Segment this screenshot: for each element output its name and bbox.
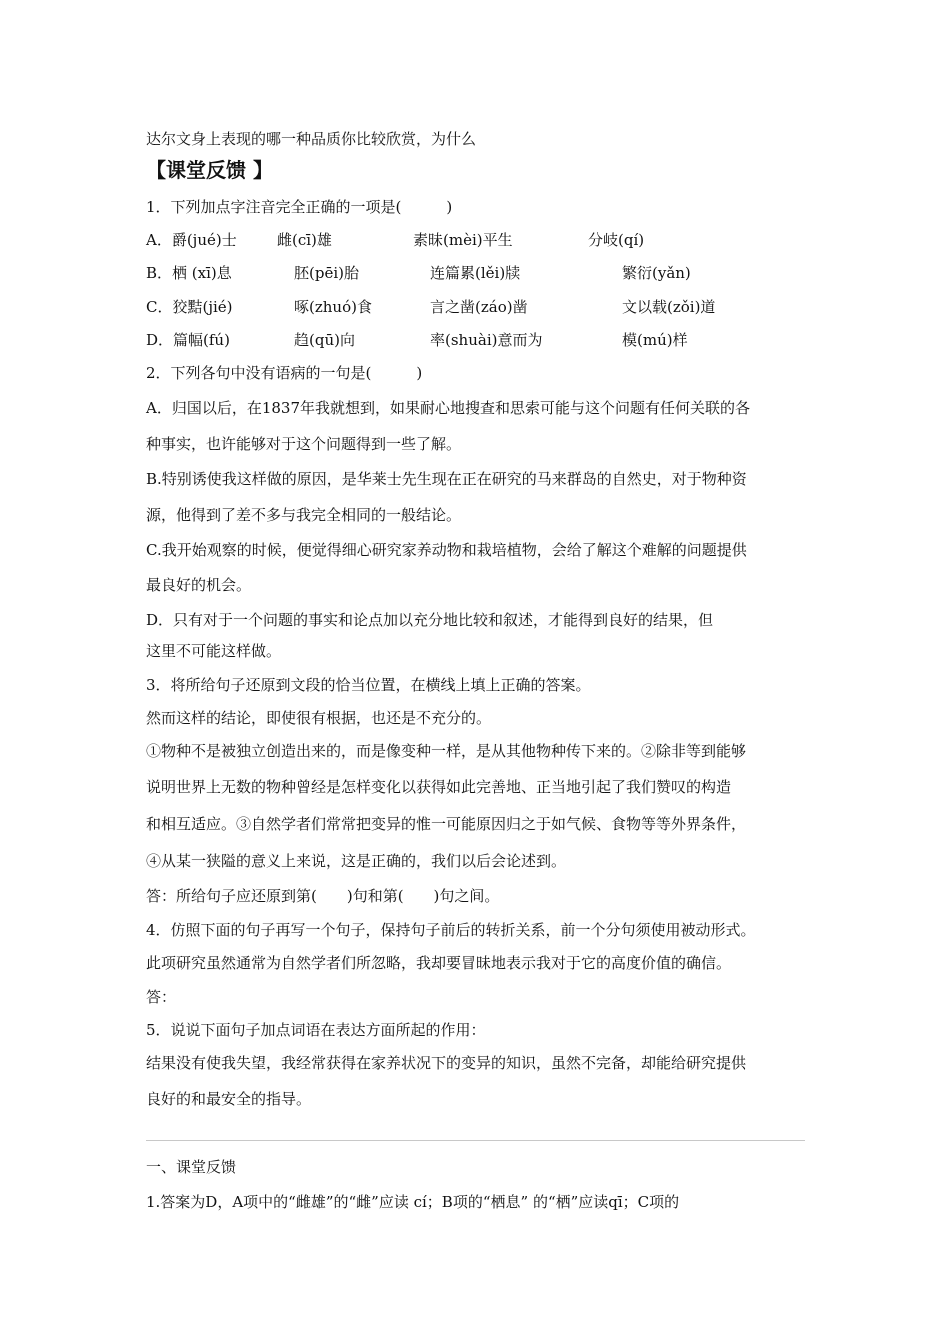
answers-line1: 1.答案为D，A项中的“雌雄”的“雌”应读 cí；B项的“栖息” 的“栖”应读qī；C项的 xyxy=(146,1193,680,1211)
q1-option-a-2: 雌(cī)雄 xyxy=(277,231,332,249)
answers-title: 一、课堂反馈 xyxy=(146,1158,237,1176)
q1-option-a-4: 分岐(qí) xyxy=(588,231,645,249)
q5-stem: 5．说说下面句子加点词语在表达方面所起的作用： xyxy=(146,1021,486,1039)
q4-stem: 4．仿照下面的句子再写一个句子，保持句子前后的转折关系，前一个分句须使用被动形式。 xyxy=(146,921,756,939)
q3-given-sentence: 然而这样的结论，即使很有根据，也还是不充分的。 xyxy=(146,709,492,727)
section-divider xyxy=(146,1140,805,1141)
q2-option-c-line2: 最良好的机会。 xyxy=(146,576,252,594)
q1-option-c-4: 文以载(zǒi)道 xyxy=(622,298,716,316)
q4-example-sentence: 此项研究虽然通常为自然学者们所忽略，我却要冒昧地表示我对于它的高度价值的确信。 xyxy=(146,954,732,972)
q2-option-a-line1: A．归国以后，在1837年我就想到，如果耐心地搜查和思索可能与这个问题有任何关联的各 xyxy=(146,399,751,417)
q1-option-d-4: 模(mú)样 xyxy=(622,331,688,349)
q2-option-c-line1: C.我开始观察的时候，便觉得细心研究家养动物和栽培植物，会给了解这个难解的问题提供 xyxy=(146,541,747,559)
q1-option-b-1: B．栖 (xī)息 xyxy=(146,264,232,282)
q3-passage-line3: 和相互适应。③自然学者们常常把变异的惟一可能原因归之于如气候、食物等等外界条件， xyxy=(146,815,747,833)
q3-stem: 3．将所给句子还原到文段的恰当位置，在横线上填上正确的答案。 xyxy=(146,676,591,694)
q4-answer-label: 答： xyxy=(146,988,177,1006)
q2-option-b-line2: 源，他得到了差不多与我完全相同的一般结论。 xyxy=(146,506,462,524)
q1-option-c-2: 啄(zhuó)食 xyxy=(294,298,372,316)
q1-option-d-1: D．篇幅(fú) xyxy=(146,331,230,349)
q5-sentence-line2: 良好的和最安全的指导。 xyxy=(146,1090,312,1108)
q1-option-c-1: C．狡黠(jié) xyxy=(146,298,233,316)
q1-stem: 1．下列加点字注音完全正确的一项是( ) xyxy=(146,198,453,216)
intro-question: 达尔文身上表现的哪一种品质你比较欣赏，为什么 xyxy=(146,130,477,148)
q3-passage-line4: ④从某一狭隘的意义上来说，这是正确的，我们以后会论述到。 xyxy=(146,852,567,870)
q1-option-d-3: 率(shuài)意而为 xyxy=(430,331,543,349)
q2-option-b-line1: B.特别诱使我这样做的原因，是华莱士先生现在正在研究的马来群岛的自然史，对于物种资 xyxy=(146,470,747,488)
q2-option-d-line2: 这里不可能这样做。 xyxy=(146,642,282,660)
q5-sentence-line1: 结果没有使我失望，我经常获得在家养状况下的变异的知识，虽然不完备，却能给研究提供 xyxy=(146,1054,747,1072)
q2-option-d-line1: D．只有对于一个问题的事实和论点加以充分地比较和叙述，才能得到良好的结果，但 xyxy=(146,611,714,629)
q1-option-d-2: 趋(qū)向 xyxy=(294,331,355,349)
q1-option-b-4: 繁衍(yǎn) xyxy=(622,264,691,282)
q3-answer-line: 答：所给句子应还原到第( )句和第( )句之间。 xyxy=(146,887,500,905)
q3-passage-line2: 说明世界上无数的物种曾经是怎样变化以获得如此完善地、正当地引起了我们赞叹的构造 xyxy=(146,778,732,796)
q3-passage-line1: ①物种不是被独立创造出来的，而是像变种一样，是从其他物种传下来的。②除非等到能够 xyxy=(146,742,747,760)
q1-option-b-2: 胚(pēi)胎 xyxy=(294,264,359,282)
q2-option-a-line2: 种事实，也许能够对于这个问题得到一些了解。 xyxy=(146,435,462,453)
q1-option-c-3: 言之凿(záo)凿 xyxy=(430,298,528,316)
q1-option-a-1: A．爵(jué)士 xyxy=(146,231,237,249)
q1-option-b-3: 连篇累(lěi)牍 xyxy=(430,264,521,282)
q2-stem: 2．下列各句中没有语病的一句是( ) xyxy=(146,364,423,382)
q1-option-a-3: 素昧(mèi)平生 xyxy=(413,231,513,249)
section-title: 【课堂反馈 】 xyxy=(146,158,273,182)
